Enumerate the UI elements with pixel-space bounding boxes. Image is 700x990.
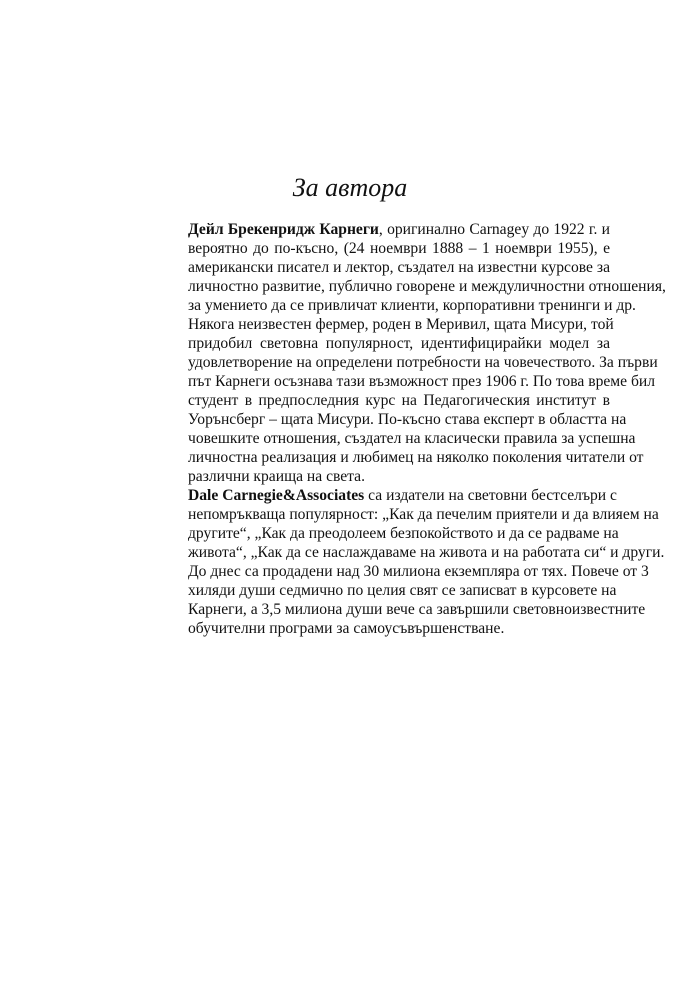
paragraph-line: Дейл Брекенридж Карнеги, оригинално Carnagey до 1922 г. и <box>188 221 611 238</box>
publisher-paragraph <box>188 486 665 638</box>
paragraph-line: удовлетворение на определени потребности на човечеството. За първи <box>188 354 658 371</box>
paragraph-line: път Карнеги осъзнава тази възможност през 1906 г. По това време бил <box>188 373 656 390</box>
paragraph-line: американски писател и лектор, създател на известни курсове за <box>188 259 610 276</box>
paragraph-line: непомръкваща популярност: „Как да печелим приятели и да влияем на <box>188 506 659 523</box>
paragraph-line: студент в предпоследния курс на Педагогическия институт в <box>188 392 610 409</box>
paragraph-line: До днес са продадени над 30 милиона екземпляра от тях. Повече от 3 <box>188 563 649 580</box>
paragraph-line: Карнеги, а 3,5 милиона души вече са завършили световноизвестните <box>188 601 646 618</box>
paragraph-line: личностна реализация и любимец на няколко поколения читатели от <box>188 449 644 466</box>
paragraph-line: за умението да се привличат клиенти, корпоративни тренинги и др. <box>188 297 636 314</box>
page-title: За автора <box>292 173 408 202</box>
paragraph-line: хиляди души седмично по целия свят се записват в курсовете на <box>188 582 617 599</box>
about-author-paragraph <box>188 220 666 486</box>
paragraph-line: Уорънсберг – щата Мисури. По-късно става експерт в областта на <box>188 411 627 428</box>
paragraph-line: другите“, „Как да преодолеем безпокойството и да се радваме на <box>188 525 619 542</box>
paragraph-line: Някога неизвестен фермер, роден в Меривил, щата Мисури, той <box>188 316 614 333</box>
paragraph-line: вероятно до по-късно, (24 ноември 1888 – 1 ноември 1955), е <box>188 240 610 257</box>
paragraph-line: обучителни програми за самоусъвършенстване. <box>188 620 505 637</box>
publisher-name: Dale Carnegie&Associates <box>188 487 365 504</box>
paragraph-line: личностно развитие, публично говорене и междуличностни отношения, <box>188 278 666 295</box>
paragraph-line: различни краища на света. <box>188 468 366 485</box>
paragraph-line: човешките отношения, създател на класически правила за успешна <box>188 430 636 447</box>
author-name: Дейл Брекенридж Карнеги <box>188 221 379 238</box>
paragraph-line: живота“, „Как да се наслаждаваме на живота и на работата си“ и други. <box>188 544 665 561</box>
paragraph-line: Dale Carnegie&Associates са издатели на световни бестселъри с <box>188 487 617 504</box>
paragraph-line: придобил световна популярност, идентифицирайки модел за <box>188 335 610 352</box>
